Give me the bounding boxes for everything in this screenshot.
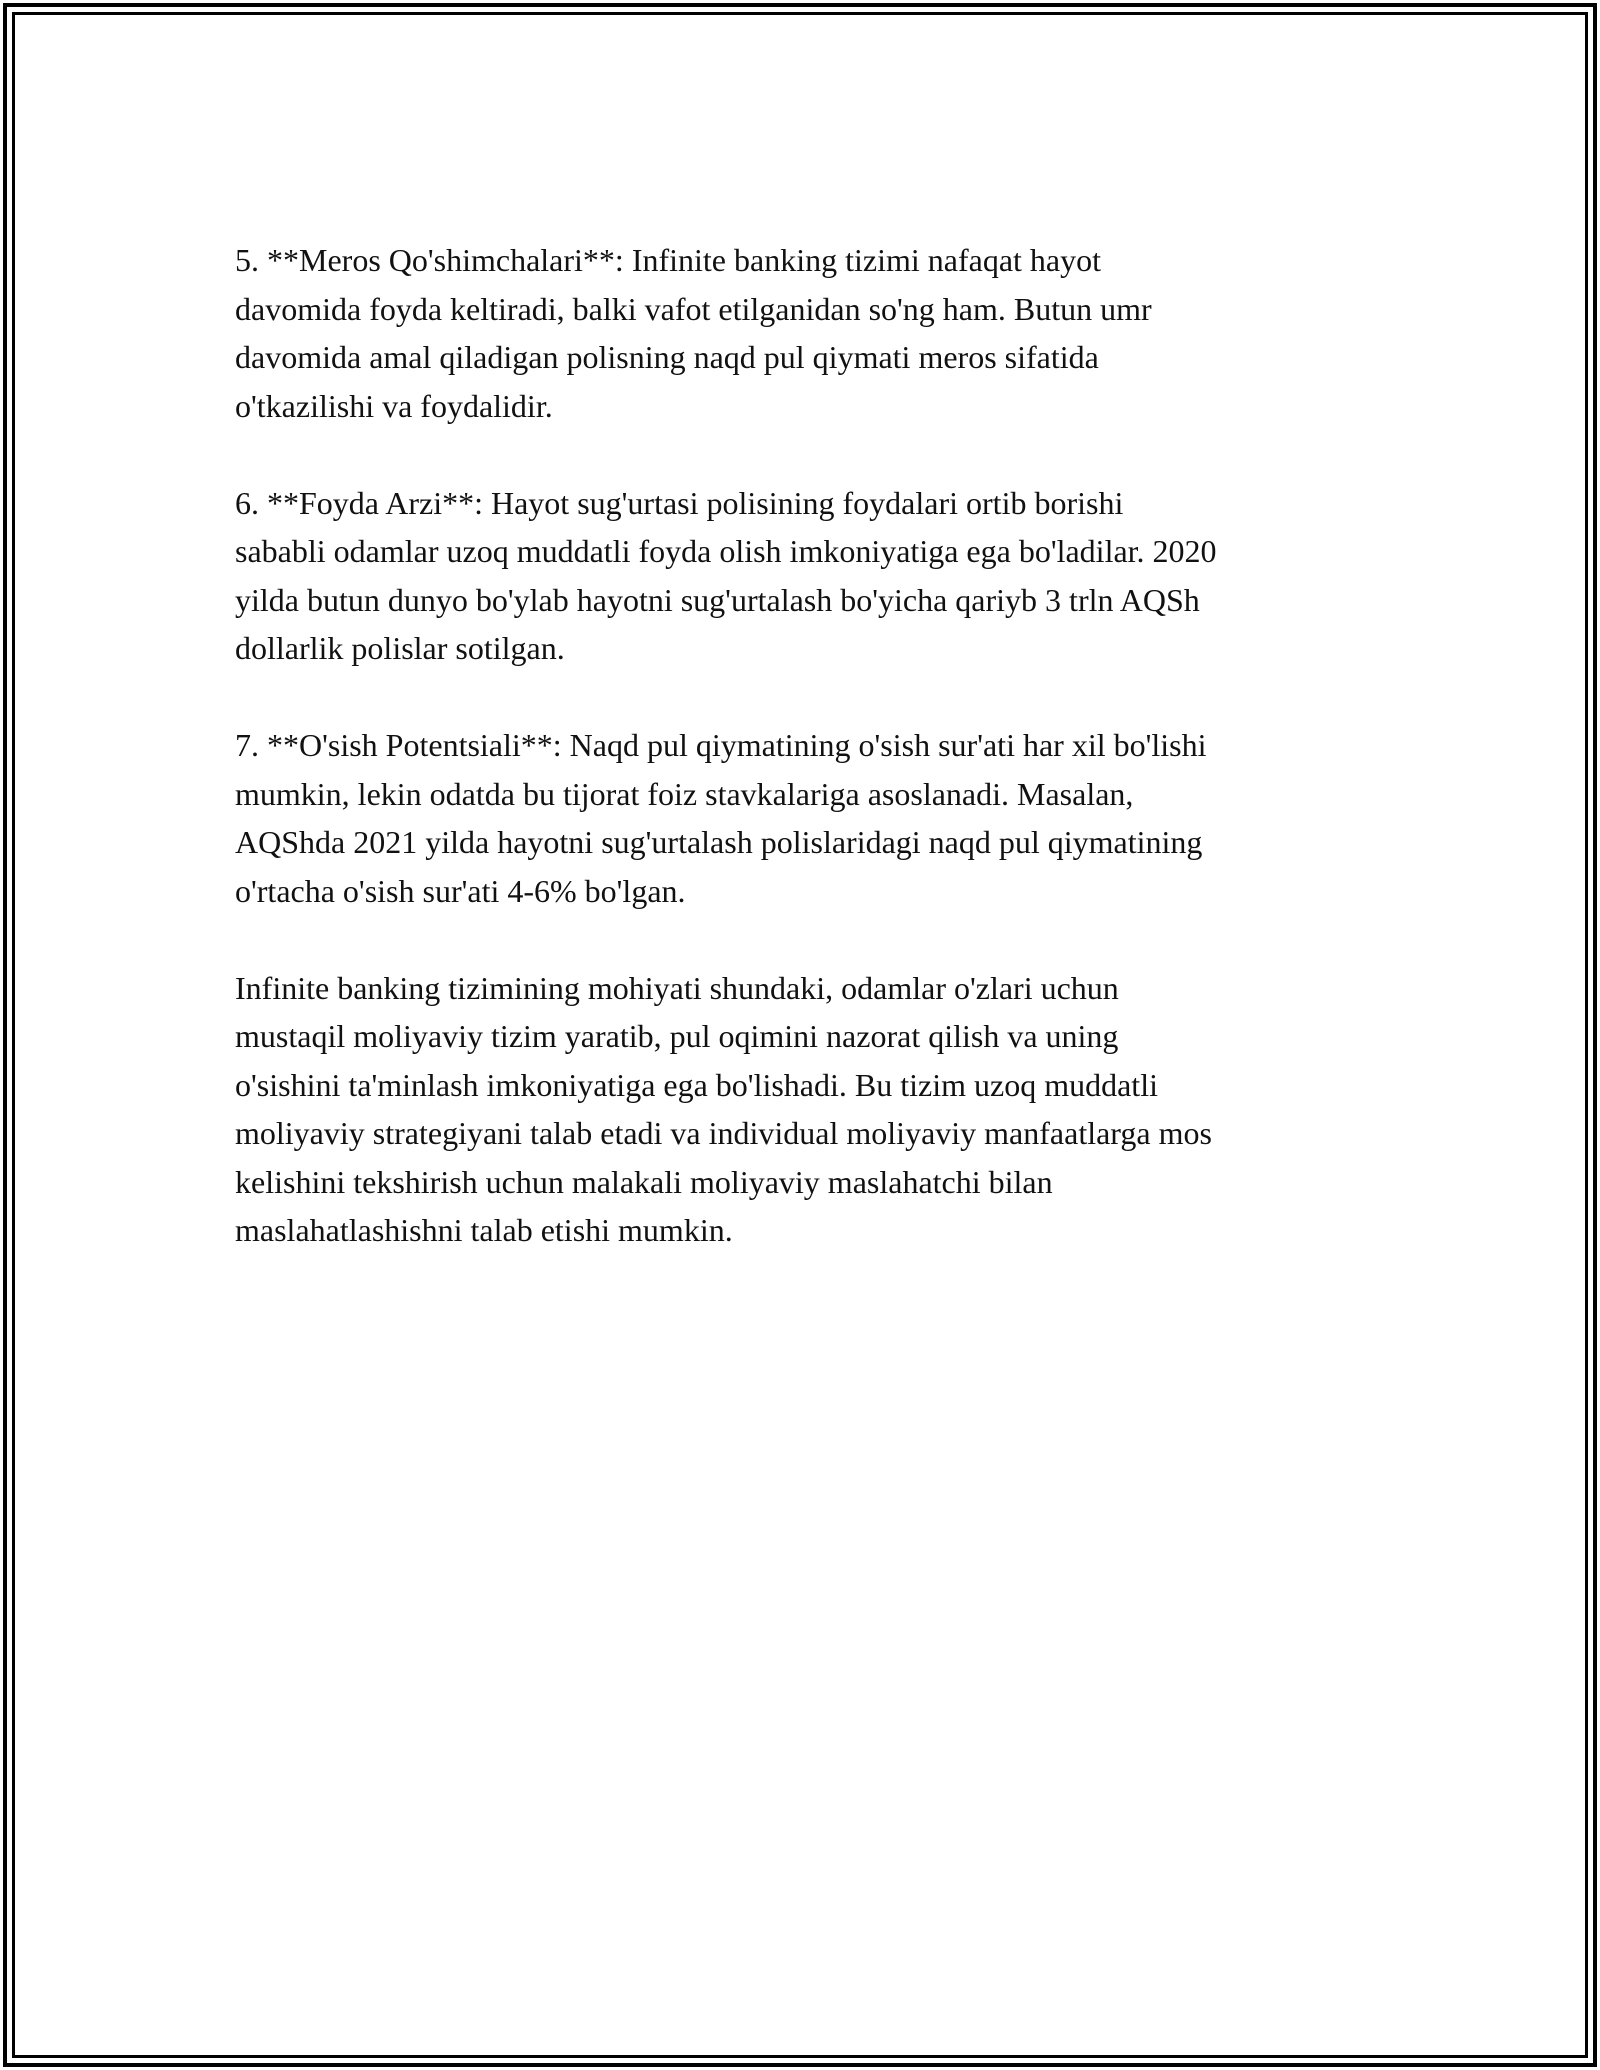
paragraph-foyda: 6. **Foyda Arzi**: Hayot sug'urtasi polisining foydalari ortib borishi sababli odamlar uzoq muddatli foyda olish imkoniyatiga ega bo'ladilar. 2020 yilda butun dunyo bo'ylab hayotni sug'urtalash bo'yicha qariyb 3 trln AQSh dollarlik polislar sotilgan.: [235, 484, 1217, 666]
paragraph-osish: 7. **O'sish Potentsiali**: Naqd pul qiymatining o'sish sur'ati har xil bo'lishi mumkin, lekin odatda bu tijorat foiz stavkalariga asoslanadi. Masalan, AQShda 2021 yilda hayotni sug'urtalash polislaridagi naqd pul qiymatining o'rtacha o'sish sur'ati 4-6% bo'lgan.: [235, 727, 1207, 909]
paragraph-meros: 5. **Meros Qo'shimchalari**: Infinite banking tizimi nafaqat hayot davomida foyda keltiradi, balki vafot etilganidan so'ng ham. Butun umr davomida amal qiladigan polisning naqd pul qiymati meros sifatida o'tkazilishi va foydalidir.: [235, 242, 1152, 424]
paragraph-summary: Infinite banking tizimining mohiyati shundaki, odamlar o'zlari uchun mustaqil moliyaviy tizim yaratib, pul oqimini nazorat qilish va uning o'sishini ta'minlash imkoniyatiga ega bo'lishadi. Bu tizim uzoq muddatli moliyaviy strategiyani talab etadi va individual moliyaviy manfaatlarga mos kelishini tekshirish uchun malakali moliyaviy maslahatchi bilan maslahatlashishni talab etishi mumkin.: [235, 969, 1212, 1248]
document-body: [235, 236, 1385, 1303]
